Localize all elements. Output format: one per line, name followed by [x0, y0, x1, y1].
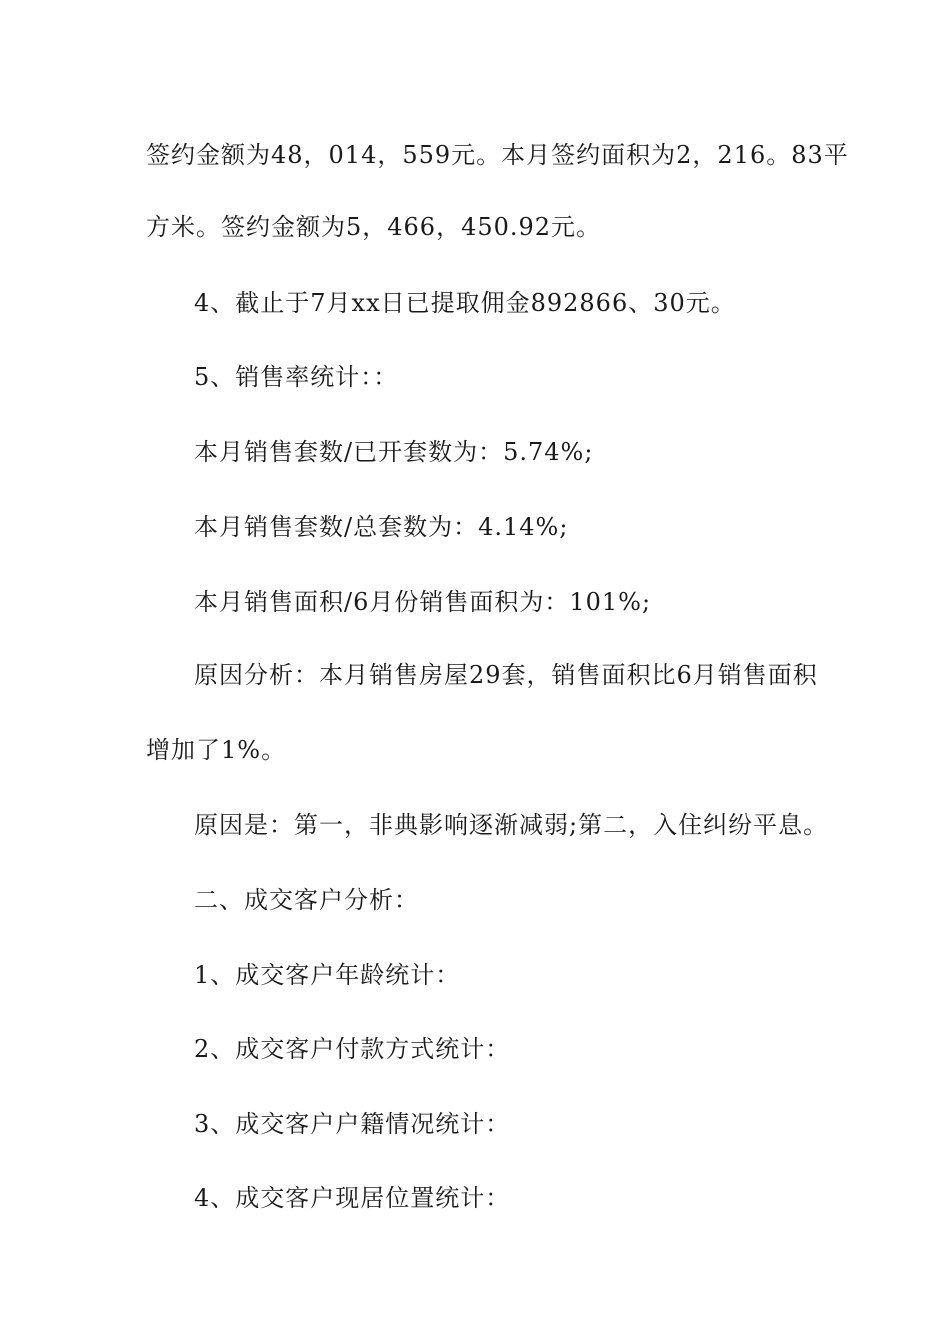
text-line-4: 5、销售率统计：：	[194, 363, 399, 391]
text-line-1: 签约金额为48，014，559元。本月签约面积为2，216。83平	[146, 141, 849, 169]
text-line-11: 二、成交客户分析：	[194, 886, 419, 914]
text-line-10: 原因是：第一，非典影响逐渐减弱;第二，入住纠纷平息。	[194, 811, 829, 839]
text-line-8: 原因分析：本月销售房屋29套，销售面积比6月销售面积	[194, 661, 818, 689]
text-line-15: 4、成交客户现居位置统计：	[194, 1184, 511, 1212]
text-line-14: 3、成交客户户籍情况统计：	[194, 1110, 511, 1138]
text-line-3: 4、截止于7月xx日已提取佣金892866、30元。	[194, 289, 736, 317]
text-line-7: 本月销售面积/6月份销售面积为：101%;	[194, 588, 652, 616]
text-line-5: 本月销售套数/已开套数为：5.74%;	[194, 438, 594, 466]
text-line-6: 本月销售套数/总套数为：4.14%;	[194, 513, 569, 541]
text-line-12: 1、成交客户年龄统计：	[194, 961, 461, 989]
text-line-2: 方米。签约金额为5，466，450.92元。	[146, 213, 602, 241]
text-line-13: 2、成交客户付款方式统计：	[194, 1035, 511, 1063]
text-line-9: 增加了1%。	[146, 736, 287, 764]
